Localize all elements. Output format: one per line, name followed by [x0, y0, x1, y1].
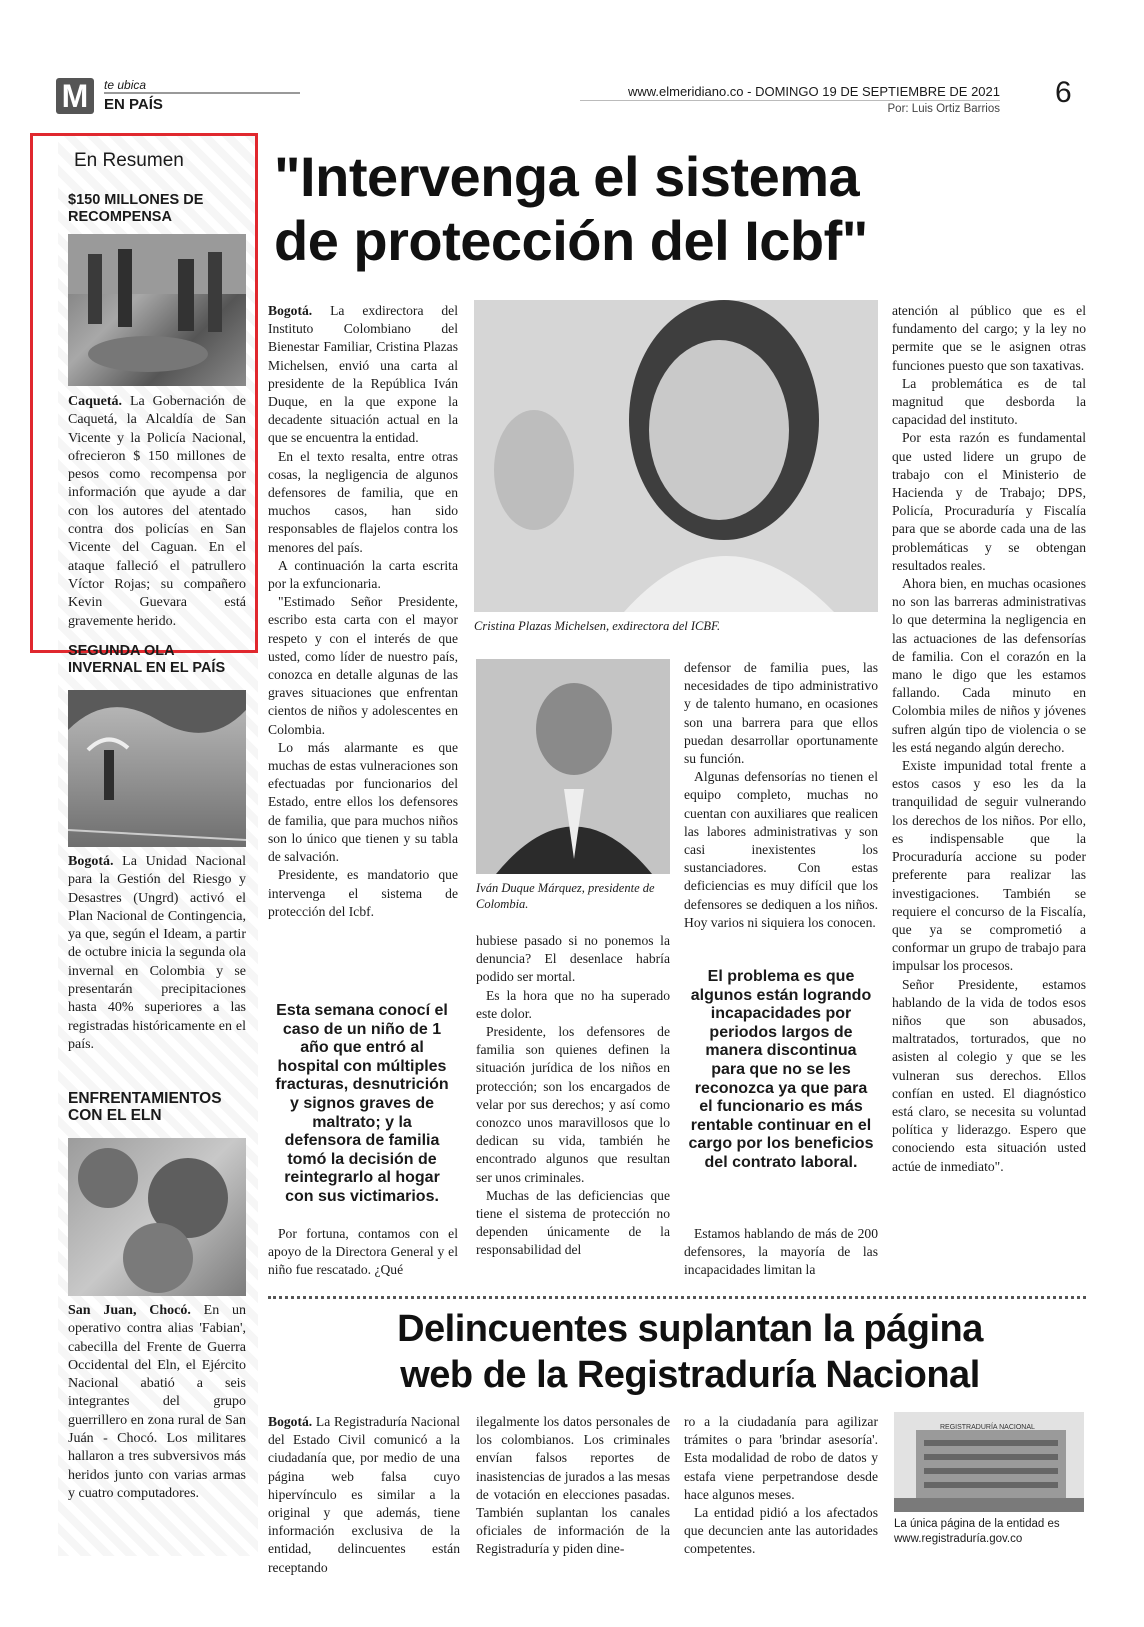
header-rule	[104, 92, 300, 94]
article2-column-2: ilegalmente los datos personales de los colombianos. Los criminales envían falsos reportes de inasistencias de jurados a las mesas de votación en elecciones pasadas. También suplantan los canales oficiales de información de la Registraduría y piden dine-	[476, 1414, 670, 1557]
rain-photo	[68, 690, 246, 847]
sidebar-item-headline: SEGUNDA OLA INVERNAL EN EL PAÍS	[68, 643, 226, 676]
second-headline: Delincuentes suplantan la página	[397, 1308, 983, 1350]
dateline: www.elmeridiano.co - DOMINGO 19 DE SEPTIEMBRE DE 2021	[627, 84, 1000, 99]
article-column-1: Bogotá. La exdirectora del Instituto Colombiano del Bienestar Familiar, Cristina Plazas Michelsen, envió una carta al presidente de la República Iván Duque, en la que expone la decadente situación actual en la que se encuentra la entidad. En el texto resalta, entre otras cosas, la negligencia de algunos defensores de familia, que en muchos casos, han sido responsables de flajelos contra los menores del país. A continuación la carta escrita por la exfuncionaria. "Estimado Señor Presidente, escribo esta carta con el mayor respeto y con el interés de que usted, como líder de nuestro país, conozca en detalle algunas de las graves situaciones que enfrentan cientos de niños y adolescentes en Colombia. Lo más alarmante es que muchas de estas vulneraciones son efectuadas por funcionarios del Estado, entre ellos los defensores de familia, que para muchos niños son lo único que tienen y su tabla de salvación. Presidente, es mandatorio que intervenga el sistema de protección del Icbf.	[268, 303, 458, 919]
second-headline-line2: web de la Registraduría Nacional	[400, 1354, 980, 1396]
sidebar-item-headline: $150 MILLONES DE RECOMPENSA	[68, 192, 204, 225]
police-scene-photo	[68, 234, 246, 386]
photo-caption: La única página de la entidad es www.registraduría.gov.co	[894, 1518, 1060, 1545]
section-small-label: te ubica	[104, 78, 147, 92]
sidebar-item-text: Bogotá. La Unidad Nacional para la Gestión del Riesgo y Desastres (Ungrd) activó el Plan Nacional de Contingencia, ya que, según el Ideam, a partir de octubre inicia la segunda ola invernal en Colombia y se presentarán precipitaciones hasta 40% superiores a las registradas históricamente en el país.	[68, 854, 246, 1052]
police-scene-illustration	[68, 234, 246, 386]
article2-column-3: ro a la ciudadanía para agilizar trámites o para 'brindar asesoría'. Esta modalidad de robo de datos y estafa viene perpetrandose desde hace algunos meses. La entidad pidió a los afectados que decuncien ante las autoridades competentes.	[684, 1414, 878, 1557]
ivan-duque-photo	[476, 659, 670, 874]
byline: Por: Luis Ortiz Barrios	[887, 103, 1000, 115]
header-rule-right	[580, 100, 1000, 101]
article-column-4: atención al público que es el fundamento del cargo; y la ley no permite que se le asignen otras funciones puesto que son taxativas. La problemática es de tal magnitud que desborda la capacidad del instituto. Por esta razón es fundamental que usted lidere un grupo de trabajo con el Ministerio de Hacienda y de Trabajo; DPS, Policía, Procuraduría y Fiscalía para que se aborde cada una de las problemáticas y se obtengan resultados reales. Ahora bien, en muchas ocasiones no son las barreras administrativas lo que determina la negligencia en las actuaciones de las defensorías de familia. Con el corazón en la mano le digo que les estamos fallando. Cada minuto en Colombia miles de niños y jóvenes sufren algún tipo de violencia o se les está negando algún derecho. Existe impunidad total frente a estos casos y eso les da la tranquilidad de seguir vulnerando los derechos de los niños. Por ello, es indispensable que la Procuraduría accione su poder preferente para realizar las investigaciones. También se requiere el concurso de la Fiscalía, que ya se comprometió a conformar un grupo de trabajo para impulsar los procesos. Señor Presidente, estamos hablando de la vida de todos esos niños que son abusados, maltratados, torturados, que no asisten al colegio y que se les vulneran sus derechos. Ellos confían en usted. El diagnóstico está claro, se necesita su voluntad política y liderazgo. Espero que conociendo esta situación usted actúe de inmediato".	[892, 303, 1086, 1174]
building-sign: REGISTRADURÍA NACIONAL	[940, 1424, 1035, 1431]
pull-quote: Esta semana conocí el caso de un niño de 1 año que entró al hospital con múltiples fracturas, desnutrición y signos graves de maltrato; y la defensora de familia tomó la decisión de reintegrarlo al hogar con sus victimarios.	[275, 1002, 449, 1205]
main-headline-line2: de protección del Icbf"	[274, 209, 868, 272]
registraduria-building-photo	[894, 1412, 1084, 1512]
rain-illustration	[68, 690, 246, 847]
article-column-3-end: Estamos hablando de más de 200 defensores, la mayoría de las incapacidades limitan la	[684, 1226, 878, 1278]
article-column-2: hubiese pasado si no ponemos la denuncia? El desenlace habría podido ser mortal. Es la hora que no ha superado este dolor. Presidente, los defensores de familia son quienes definen la situación jurídica de los niños en protección; son los encargados de velar por sus derechos; y así como conozco unos maravillosos que lo dedican su vida, también he encontrado algunos que resultan ser unos criminales. Muchas de las deficiencias que tiene el sistema de protección no dependen únicamente de la responsabilidad del	[476, 933, 670, 1258]
masthead	[56, 78, 301, 118]
logo: M	[56, 78, 94, 114]
cristina-plazas-photo	[474, 300, 878, 612]
jungle-illustration	[68, 1138, 246, 1296]
eln-photo	[68, 1138, 246, 1296]
sidebar-item-text: Caquetá. La Gobernación de Caquetá, la Alcaldía de San Vicente y la Policía Nacional, ofrecieron $ 150 millones de pesos como recompensa por información que ayude a dar con los autores del atentado contra dos policías en San Vicente del Caguan. En el ataque falleció el patrullero Víctor Rojas; su compañero Kevin Guevara está gravemente herido.	[68, 394, 246, 629]
article-column-3: defensor de familia pues, las necesidades de tipo administrativo y de talento humano, en ocasiones son una barrera para que ellos puedan desarrollar oportunamente su función. Algunas defensorías no tienen el equipo completo, muchas no cuentan con auxiliares que realicen las labores administrativas y son casi inexistentes los sustanciadores. Con estas deficiencias es muy difícil que los defensores se dediquen a los niños. Hoy varios ni siquiera los conocen.	[684, 660, 878, 930]
portrait-illustration	[476, 659, 670, 874]
page-number: 6	[1055, 76, 1072, 109]
sidebar-title: En Resumen	[74, 150, 184, 171]
article-column-1-end: Por fortuna, contamos con el apoyo de la Directora General y el niño fue rescatado. ¿Qué	[268, 1226, 458, 1278]
article2-column-1: Bogotá. La Registraduría Nacional del Estado Civil comunicó a la ciudadanía que, por medio de una página web falsa cuyo hipervínculo es similar a la original y que además, tiene información exclusiva de la entidad, delincuentes están receptando	[268, 1414, 460, 1575]
main-headline: "Intervenga el sistema	[274, 145, 860, 208]
section-label: EN PAÍS	[104, 96, 163, 113]
portrait-illustration	[474, 300, 878, 612]
sidebar-item-headline: ENFRENTAMIENTOS CON EL ELN	[68, 1090, 222, 1124]
pull-quote: El problema es que algunos están logrando incapacidades por periodos largos de manera discontinua para que no se les reconozca ya que para el funcionario es más rentable continuar en el cargo por los beneficios del contrato laboral.	[688, 968, 874, 1171]
sidebar-item-text: San Juan, Chocó. En un operativo contra alias 'Fabian', cabecilla del Frente de Guerra Occidental del Eln, el Ejército Nacional abatió a seis integrantes del grupo guerrillero en zona rural de San Juán - Chocó. Los militares hallaron a tres subversivos más heridos junto con varias armas y cuatro computadores.	[68, 1303, 246, 1501]
photo-caption: Cristina Plazas Michelsen, exdirectora del ICBF.	[474, 619, 721, 633]
section-divider	[268, 1296, 1086, 1299]
photo-caption: Iván Duque Márquez, presidente de Colombia.	[476, 881, 655, 911]
